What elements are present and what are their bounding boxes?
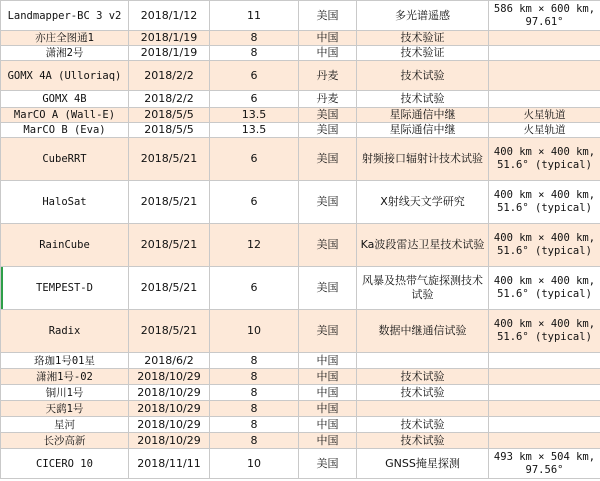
table-row (1, 61, 600, 91)
cell-date[interactable]: 2018/1/12 (129, 1, 210, 31)
cell-purpose[interactable]: 技术试验 (357, 385, 489, 401)
cell-country[interactable]: 丹麦 (299, 91, 357, 108)
cell-date[interactable]: 2018/5/5 (129, 123, 210, 138)
cell-date[interactable]: 2018/5/5 (129, 108, 210, 123)
cell-orbit[interactable]: 火星轨道 (489, 123, 600, 138)
cell-name[interactable]: TEMPEST-D (1, 267, 129, 310)
cell-orbit[interactable] (489, 91, 600, 108)
table-row (1, 433, 600, 449)
cell-country[interactable]: 美国 (299, 449, 357, 479)
cell-purpose[interactable]: 星际通信中继 (357, 108, 489, 123)
cell-date[interactable]: 2018/5/21 (129, 310, 210, 353)
cell-name[interactable]: 星河 (1, 417, 129, 433)
cell-country[interactable]: 中国 (299, 401, 357, 417)
cell-mass[interactable]: 8 (210, 385, 299, 401)
cell-orbit[interactable]: 400 km × 400 km, 51.6° (typical) (489, 138, 600, 181)
cell-purpose[interactable]: 风暴及热带气旋探测技术试验 (357, 267, 489, 310)
cell-country[interactable]: 中国 (299, 385, 357, 401)
cell-mass[interactable]: 8 (210, 31, 299, 46)
cell-country[interactable]: 丹麦 (299, 61, 357, 91)
cell-orbit[interactable]: 586 km × 600 km, 97.61° (489, 1, 600, 31)
table-row (1, 369, 600, 385)
cell-name[interactable]: 长沙高新 (1, 433, 129, 449)
cell-orbit[interactable] (489, 401, 600, 417)
cell-name[interactable]: 天鹞1号 (1, 401, 129, 417)
cell-mass[interactable]: 6 (210, 181, 299, 224)
cell-mass[interactable]: 8 (210, 353, 299, 369)
cell-date[interactable]: 2018/2/2 (129, 91, 210, 108)
cell-orbit[interactable] (489, 369, 600, 385)
table-row (1, 31, 600, 46)
cell-purpose[interactable]: 技术试验 (357, 91, 489, 108)
cell-date[interactable]: 2018/5/21 (129, 224, 210, 267)
cell-purpose[interactable]: X射线天文学研究 (357, 181, 489, 224)
cell-country[interactable]: 美国 (299, 108, 357, 123)
cell-date[interactable]: 2018/10/29 (129, 401, 210, 417)
cell-purpose[interactable]: Ka波段雷达卫星技术试验 (357, 224, 489, 267)
cell-mass[interactable]: 8 (210, 369, 299, 385)
cell-name[interactable]: Radix (1, 310, 129, 353)
cell-name[interactable]: CICERO 10 (1, 449, 129, 479)
cell-purpose[interactable]: 数据中继通信试验 (357, 310, 489, 353)
cell-purpose[interactable] (357, 353, 489, 369)
cell-name[interactable]: 珞珈1号01星 (1, 353, 129, 369)
cell-name[interactable]: 亦庄全图通1 (1, 31, 129, 46)
cell-purpose[interactable]: GNSS掩星探测 (357, 449, 489, 479)
cell-orbit[interactable] (489, 353, 600, 369)
table-row (1, 91, 600, 108)
cell-mass[interactable]: 6 (210, 61, 299, 91)
table-row (1, 417, 600, 433)
table-row (1, 224, 600, 267)
table-row (1, 401, 600, 417)
cell-date[interactable]: 2018/10/29 (129, 385, 210, 401)
cell-purpose[interactable]: 技术验证 (357, 31, 489, 46)
cell-name[interactable]: HaloSat (1, 181, 129, 224)
cell-name[interactable]: GOMX 4A (Ulloriaq) (1, 61, 129, 91)
cell-date[interactable]: 2018/5/21 (129, 267, 210, 310)
table-row (1, 138, 600, 181)
cell-purpose[interactable]: 星际通信中继 (357, 123, 489, 138)
table-row (1, 1, 600, 31)
cell-orbit[interactable] (489, 417, 600, 433)
table-row (1, 123, 600, 138)
cell-country[interactable]: 美国 (299, 267, 357, 310)
cell-purpose[interactable] (357, 401, 489, 417)
cell-name[interactable]: 潇湘2号 (1, 46, 129, 61)
cell-purpose[interactable]: 多光谱遥感 (357, 1, 489, 31)
cell-purpose[interactable]: 技术试验 (357, 433, 489, 449)
cell-country[interactable]: 中国 (299, 353, 357, 369)
table-row (1, 449, 600, 479)
cell-orbit[interactable]: 火星轨道 (489, 108, 600, 123)
cell-name[interactable]: CubeRRT (1, 138, 129, 181)
cell-date[interactable]: 2018/2/2 (129, 61, 210, 91)
cell-name[interactable]: MarCO A (Wall-E) (1, 108, 129, 123)
cell-mass[interactable]: 8 (210, 46, 299, 61)
cell-mass[interactable]: 8 (210, 433, 299, 449)
cell-date[interactable]: 2018/10/29 (129, 433, 210, 449)
cell-orbit[interactable] (489, 31, 600, 46)
table-row (1, 353, 600, 369)
cell-mass[interactable]: 12 (210, 224, 299, 267)
cell-orbit[interactable] (489, 433, 600, 449)
cell-name[interactable]: Landmapper-BC 3 v2 (1, 1, 129, 31)
cell-country[interactable]: 美国 (299, 310, 357, 353)
table-row (1, 310, 600, 353)
cell-orbit[interactable]: 400 km × 400 km, 51.6° (typical) (489, 224, 600, 267)
cell-date[interactable]: 2018/5/21 (129, 138, 210, 181)
cell-country[interactable]: 中国 (299, 31, 357, 46)
cell-mass[interactable]: 11 (210, 1, 299, 31)
cell-date[interactable]: 2018/10/29 (129, 369, 210, 385)
cell-date[interactable]: 2018/1/19 (129, 31, 210, 46)
cell-country[interactable]: 美国 (299, 224, 357, 267)
cell-purpose[interactable]: 技术试验 (357, 369, 489, 385)
cell-mass[interactable]: 6 (210, 267, 299, 310)
cell-orbit[interactable]: 493 km × 504 km, 97.56° (489, 449, 600, 479)
cell-purpose[interactable]: 技术试验 (357, 417, 489, 433)
cell-mass[interactable]: 6 (210, 91, 299, 108)
cell-mass[interactable]: 8 (210, 401, 299, 417)
cell-name[interactable]: RainCube (1, 224, 129, 267)
cell-purpose[interactable]: 技术验证 (357, 46, 489, 61)
table-row (1, 267, 600, 310)
table-row (1, 108, 600, 123)
cell-mass[interactable]: 13.5 (210, 108, 299, 123)
cell-mass[interactable]: 13.5 (210, 123, 299, 138)
cell-orbit[interactable] (489, 385, 600, 401)
cell-mass[interactable]: 10 (210, 449, 299, 479)
cell-name[interactable]: MarCO B (Eva) (1, 123, 129, 138)
cell-name[interactable]: 铜川1号 (1, 385, 129, 401)
cell-purpose[interactable]: 射频接口辐射计技术试验 (357, 138, 489, 181)
cell-purpose[interactable]: 技术试验 (357, 61, 489, 91)
cell-date[interactable]: 2018/10/29 (129, 417, 210, 433)
table-row (1, 385, 600, 401)
cell-country[interactable]: 中国 (299, 433, 357, 449)
table-row (1, 181, 600, 224)
cell-orbit[interactable] (489, 46, 600, 61)
cell-country[interactable]: 美国 (299, 123, 357, 138)
cell-country[interactable]: 中国 (299, 369, 357, 385)
cell-date[interactable]: 2018/1/19 (129, 46, 210, 61)
cell-country[interactable]: 美国 (299, 181, 357, 224)
cell-mass[interactable]: 10 (210, 310, 299, 353)
cell-date[interactable]: 2018/6/2 (129, 353, 210, 369)
cell-country[interactable]: 中国 (299, 46, 357, 61)
cell-mass[interactable]: 6 (210, 138, 299, 181)
cell-country[interactable]: 美国 (299, 1, 357, 31)
cell-name[interactable]: 潇湘1号-02 (1, 369, 129, 385)
cell-date[interactable]: 2018/5/21 (129, 181, 210, 224)
cell-orbit[interactable]: 400 km × 400 km, 51.6° (typical) (489, 181, 600, 224)
cell-name[interactable]: GOMX 4B (1, 91, 129, 108)
cell-orbit[interactable]: 400 km × 400 km, 51.6° (typical) (489, 267, 600, 310)
cell-orbit[interactable] (489, 61, 600, 91)
cell-country[interactable]: 中国 (299, 417, 357, 433)
cell-country[interactable]: 美国 (299, 138, 357, 181)
cell-date[interactable]: 2018/11/11 (129, 449, 210, 479)
table-row (1, 46, 600, 61)
cell-mass[interactable]: 8 (210, 417, 299, 433)
cell-orbit[interactable]: 400 km × 400 km, 51.6° (typical) (489, 310, 600, 353)
